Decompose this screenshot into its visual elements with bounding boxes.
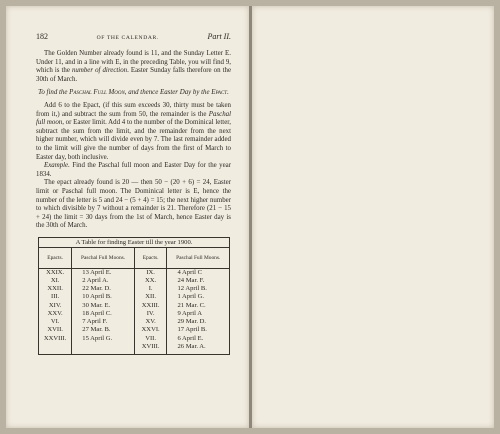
section-heading: To find the Paschal Full Moon, and thence Easter Day by the Epact.: [38, 89, 229, 97]
epact-cell: XVIII.: [134, 343, 167, 351]
full-moon-cell: 15 April G.: [72, 335, 135, 343]
table-row: [39, 293, 230, 301]
column-header: Epacts.: [134, 247, 167, 268]
table-row: [39, 318, 230, 326]
left-page: [6, 6, 249, 428]
full-moon-cell: 7 April F.: [72, 318, 135, 326]
book-spread: [6, 6, 494, 428]
full-moon-cell: 21 Mar. C.: [177, 301, 206, 309]
page-content: [36, 32, 231, 355]
column-header: Paschal Full Moons.: [167, 247, 230, 268]
epact-cell: I.: [134, 285, 167, 293]
epact-cell: VII.: [134, 335, 167, 343]
epact-cell: XXII.: [39, 285, 72, 293]
part-label: Part II.: [207, 32, 231, 41]
table-row: [39, 302, 230, 310]
epact-cell: XV.: [134, 318, 167, 326]
full-moon-cell: 13 April E.: [72, 268, 135, 277]
full-moon-cell: 10 April B.: [72, 293, 135, 301]
epact-cell: XXV.: [39, 310, 72, 318]
paragraph-example: Example. Find the Paschal full moon and Easter Day for the year 1834.: [36, 162, 231, 178]
full-moon-cell: 22 Mar. D.: [72, 285, 135, 293]
table-body: [39, 268, 230, 354]
epact-cell: III.: [39, 293, 72, 301]
table-caption: A Table for finding Easter till the year 1900.: [39, 237, 230, 247]
epact-cell: IV.: [134, 310, 167, 318]
table-header-row: [39, 247, 230, 268]
table-row: [39, 277, 230, 285]
epact-cell: XVII.: [39, 326, 72, 334]
table-row: [39, 335, 230, 343]
full-moon-cell: 12 April B.: [177, 285, 207, 293]
epact-cell: XXIII.: [134, 302, 167, 310]
paragraph-worked-solution: The epact already found is 20 — then 50 − (20 + 6) = 24, Easter limit or Paschal full moon. The Dominical letter is E, hence the number of the letter is 5 and 24 − (5 + 4) = 15; the next higher number to which divisible by 7 without a remainder is 21. Therefore (21 − 15 + 24) the limit = 30 days from the 1st of March, hence Easter day is the 30th of March.: [36, 179, 231, 230]
table-padding-cell: [167, 351, 230, 355]
running-header: [36, 32, 231, 43]
full-moon-cell: 4 April C: [177, 268, 202, 276]
page-number: 182: [36, 32, 48, 41]
full-moon-cell: 2 April A.: [72, 277, 135, 285]
full-moon-cell: 27 Mar. B.: [72, 326, 135, 334]
table-row: [39, 310, 230, 318]
table-padding-cell: [134, 351, 167, 355]
full-moon-cell: 26 Mar. A.: [177, 342, 206, 350]
epact-cell: XX.: [134, 277, 167, 285]
epact-cell: XXVIII.: [39, 335, 72, 343]
table-row: [39, 343, 230, 351]
easter-table: [38, 237, 230, 355]
column-header: Paschal Full Moons.: [72, 247, 135, 268]
running-title: OF THE CALENDAR.: [96, 35, 159, 41]
table-row: [39, 326, 230, 334]
full-moon-cell: 29 Mar. D.: [177, 318, 207, 326]
epact-cell: VI.: [39, 318, 72, 326]
full-moon-cell: 1 April G.: [177, 293, 205, 301]
full-moon-cell: [72, 343, 135, 351]
epact-cell: XIV.: [39, 302, 72, 310]
epact-cell: XII.: [134, 293, 167, 301]
table-padding-cell: [72, 351, 135, 355]
full-moon-cell: 17 April B.: [177, 326, 207, 334]
table-row: [39, 285, 230, 293]
epact-cell: [39, 343, 72, 351]
epact-cell: XXIX.: [39, 268, 72, 277]
epact-cell: XXVI.: [134, 326, 167, 334]
paragraph-rule: Add 6 to the Epact, (if this sum exceeds 30, thirty must be taken from it,) and subtract the sum from 50, the remainder is the Paschal full moon, or Easter limit. Add 4 to the number of the Dominical letter, subtract the sum from the limit, and the remainder from the next higher number, which will divide even by 7. The last remainder added to the limit will give the number of days from the first of March to Easter day, both inclusive.: [36, 101, 231, 161]
epact-cell: IX.: [134, 268, 167, 277]
full-moon-cell: 24 Mar. F.: [177, 277, 205, 285]
epact-cell: XI.: [39, 277, 72, 285]
full-moon-cell: 18 April C.: [72, 310, 135, 318]
right-page-blank: [252, 6, 494, 428]
full-moon-cell: 9 April A: [177, 309, 202, 317]
table-padding-cell: [39, 351, 72, 355]
full-moon-cell: 6 April E.: [177, 334, 204, 342]
table-padding-row: [39, 351, 230, 355]
full-moon-cell: 30 Mar. E.: [72, 302, 135, 310]
table-row: [39, 268, 230, 277]
column-header: Epacts.: [39, 247, 72, 268]
paragraph-golden-number: The Golden Number already found is 11, and the Sunday Letter E. Under 11, and in a line with E, in the preceding Table, you will find 9, which is the number of direction. Easter Sunday falls therefore on the 30th of March.: [36, 50, 232, 83]
